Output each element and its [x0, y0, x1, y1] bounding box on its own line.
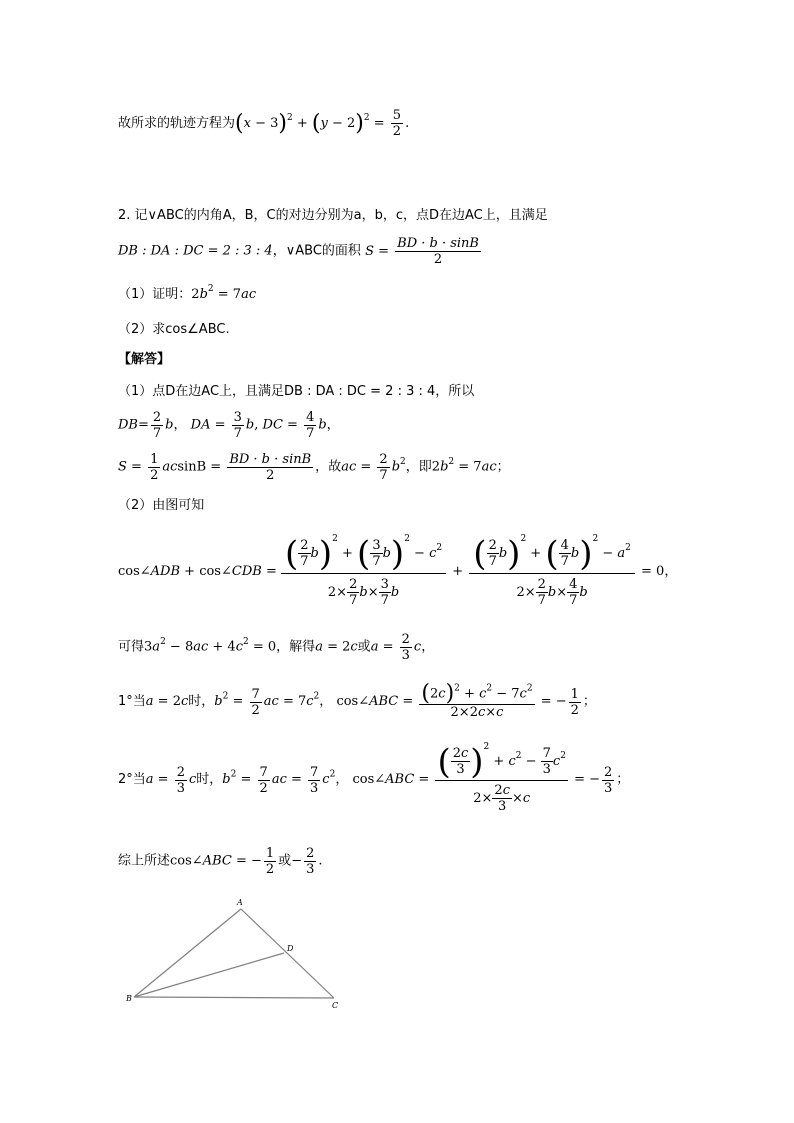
derive-text-3: 或 — [357, 639, 371, 655]
prev-equation: $(x - 3)^2 + (y - 2)^2$ = $\frac{5}{2}$ . — [235, 108, 410, 139]
problem-stem-text: 记∨ABC的内角A，B，C的对边分别为a，b，c，点D在边AC上，且满足 — [134, 208, 548, 223]
s1-conclusion-a: 故 — [328, 459, 342, 475]
quadratic-line: 可得$3a^2 - 8ac + 4c^2 = 0$，解得a = 2c或a = $\frac{2}{3}$ c， — [118, 632, 435, 663]
case-2-line: 2°当a = $\frac{2}{3}$ c时，$b^2$ = $\frac{7}{2}$ ac = $\frac{7}{3}$ $c^2$， cos∠ABC = ( $\frac{2c}{3}$ )$^2 + c^2$ − $\frac{7}{3}$ $c^2$ 2× $\frac{2c}{3}$ ×c = − $\frac{2}{3}$ ； — [118, 741, 630, 814]
case-1-line: 1°当a = 2c时，$b^2$ = $\frac{7}{2}$ ac = $7c^2$， cos∠ABC = $\frac{(2c)^2 + c^2 - 7c^2}{2\times 2c\times c}$ = − $\frac{1}{2}$ ； — [118, 681, 596, 720]
side-ab — [134, 909, 241, 997]
segment-bd — [134, 953, 284, 997]
vertex-label-d: D — [287, 944, 294, 953]
solution-lengths: DB= $\frac{2}{7}$ b， DA = $\frac{3}{7}$ b, DC = $\frac{4}{7}$ b， — [118, 410, 340, 441]
vertex-label-a: A — [237, 898, 243, 907]
problem-stem-line-2: DB : DA : DC = 2 : 3 : 4，∨ABC的面积 S = $\frac{BD \cdot b \cdot \sin B}{2}$ — [118, 236, 483, 267]
part2-label: （2） — [118, 322, 153, 337]
case2-label: 2°当 — [118, 772, 146, 787]
problem-part-2 — [118, 322, 230, 338]
solution-header: 【解答】 — [118, 352, 171, 367]
vertex-label-c: C — [332, 1001, 339, 1010]
problem-part-1: （1）证明：$2b^2 = 7ac$ — [118, 284, 257, 302]
side-ac — [241, 909, 334, 998]
vertex-label-b: B — [126, 994, 132, 1003]
s2-text: 由图可知 — [152, 498, 205, 513]
part1-label: （1） — [118, 287, 153, 302]
problem-stem-line-1 — [118, 208, 548, 224]
case1-label: 1°当 — [118, 694, 146, 709]
problem-area-formula: S = $\frac{BD \cdot b \cdot \sin B}{2}$ — [365, 236, 479, 267]
problem-number: 2. — [118, 208, 131, 223]
case2-time: 时， — [196, 772, 223, 787]
case1-time: 时， — [188, 694, 215, 709]
solution-part-2-line — [118, 498, 204, 514]
s1-text: 点D在边AC上，且满足DB : DA : DC = 2 : 3 : 4，所以 — [152, 384, 475, 399]
summary-or: 或 — [278, 853, 292, 869]
prev-conclusion-text: 故所求的轨迹方程为 — [118, 116, 236, 131]
side-bc — [134, 997, 334, 998]
problem-ratio: DB : DA : DC = 2 : 3 : 4 — [118, 243, 273, 259]
s1-label: （1） — [118, 384, 153, 399]
triangle-figure — [118, 895, 358, 1020]
solution-part-1-line — [118, 384, 474, 400]
derive-text-2: 解得 — [289, 639, 316, 655]
prev-conclusion-line — [118, 108, 409, 139]
solution-area-line: S = $\frac{1}{2}$ acsinB = $\frac{BD \cdot b \cdot \sin B}{2}$ ，故ac = $\frac{2}{7}$ $b^2$，即$2b^2 = 7ac$； — [118, 452, 510, 483]
s2-label: （2） — [118, 498, 153, 513]
cos-sum-equation: cos∠ADB + cos∠CDB = ( $\frac{2}{7}$ b)$^2$ + ( $\frac{3}{7}$ $b)^2 - c^2$ 2× $\frac{2}{7}$ b× $\frac{3}{7}$ b + ( $\frac{2}{7}$ b)$^2$ + ( $\frac{4}{7}$ $b)^2 - a^2$ 2× $\frac{2}{7}$ b× $\frac{4}{7}$ b = 0， — [118, 533, 678, 608]
problem-area-text: ∨ABC的面积 — [285, 243, 361, 259]
derive-text-1: 可得 — [118, 639, 145, 655]
part2-text: 求cos∠ABC. — [152, 322, 230, 337]
summary-text: 综上所述 — [118, 853, 171, 869]
s1-conclusion-b: 即 — [418, 459, 432, 475]
part1-text: 证明： — [152, 287, 192, 302]
summary-line: 综上所述cos∠ABC = − $\frac{1}{2}$ 或− $\frac{2}{3}$ . — [118, 846, 323, 877]
